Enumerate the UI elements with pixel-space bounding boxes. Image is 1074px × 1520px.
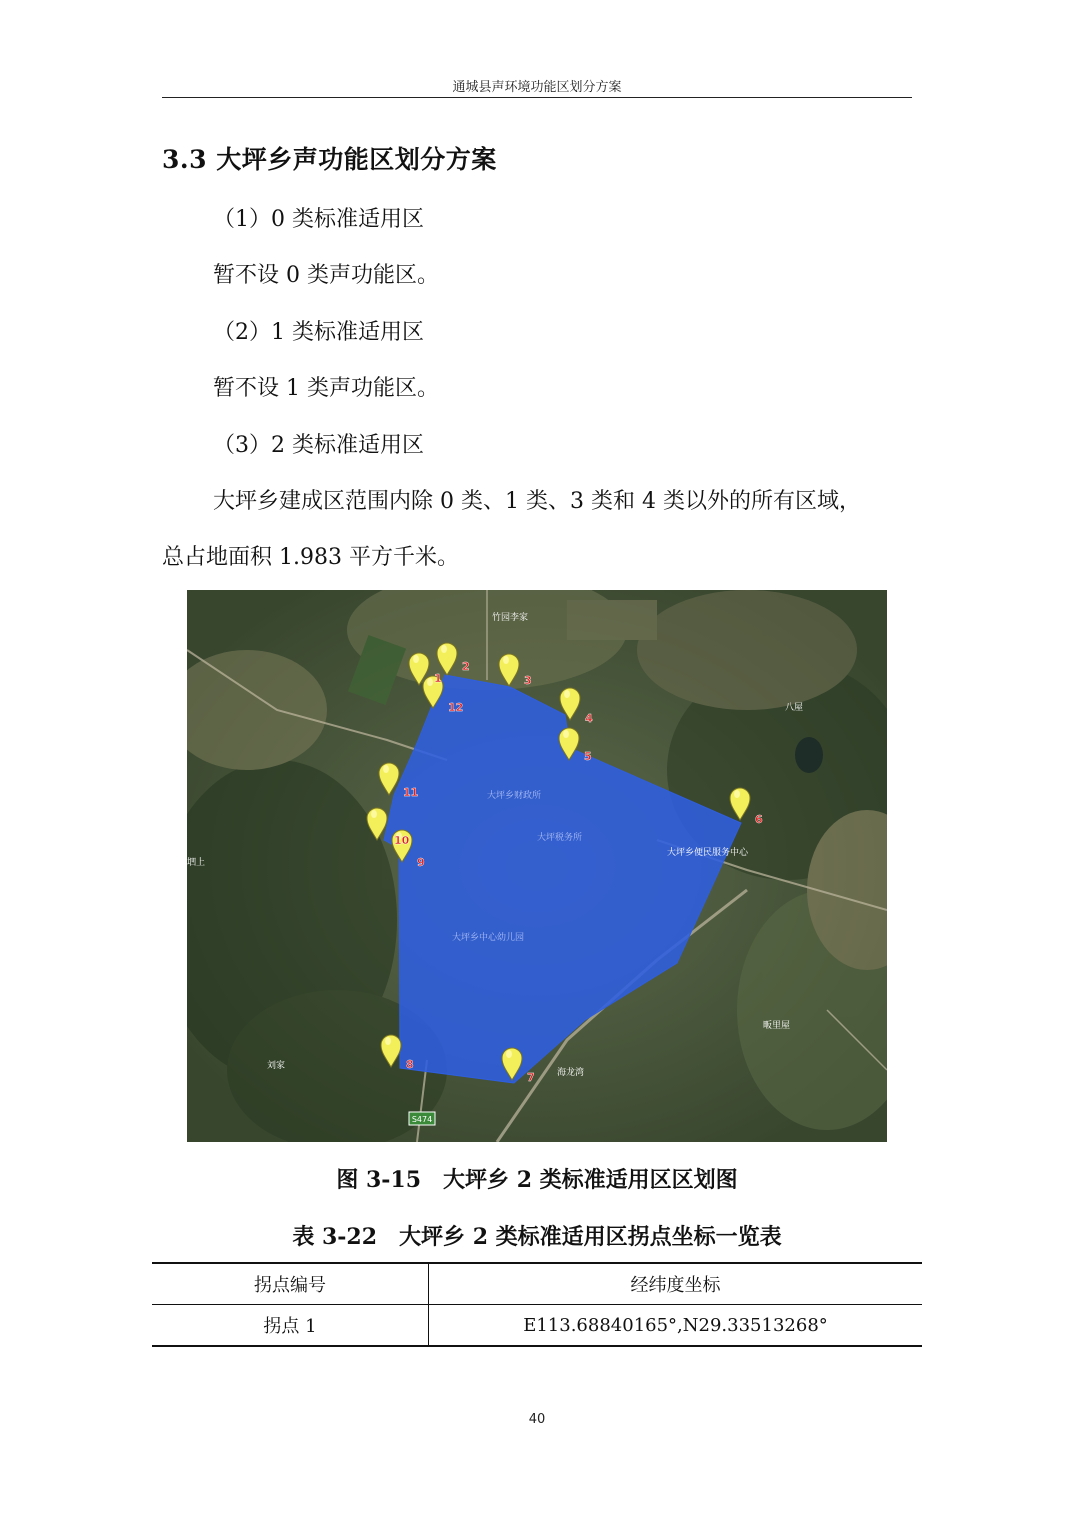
- paragraph-class2-body: 大坪乡建成区范围内除 0 类、1 类、3 类和 4 类以外的所有区域，: [213, 489, 861, 514]
- road-label-s474: S474: [411, 1115, 433, 1124]
- zoning-map: [187, 590, 887, 1142]
- place-label-zhuyuan: 竹园李家: [492, 613, 529, 623]
- place-label-bawu: 八屋: [785, 703, 804, 713]
- coordinates-table: [152, 1262, 922, 1347]
- table-header-coordinates: 经纬度坐标: [429, 1263, 923, 1305]
- place-label-youer: 大坪乡中心幼儿园: [452, 933, 525, 943]
- page-header: 通城县声环境功能区划分方案: [452, 80, 622, 95]
- pond: [795, 737, 823, 773]
- figure-caption: 图 3-15 大坪乡 2 类标准适用区区划图: [336, 1167, 738, 1193]
- paragraph-class1-note: 暂不设 1 类声功能区。: [213, 376, 439, 401]
- marker-label-5: 5: [584, 750, 592, 763]
- marker-label-2: 2: [462, 660, 470, 673]
- paragraph-class1-heading: （2）1 类标准适用区: [213, 320, 424, 345]
- table-header-point: 拐点编号: [152, 1263, 429, 1305]
- page-number: 40: [528, 1412, 546, 1427]
- satellite-map-svg: [187, 590, 887, 1142]
- place-label-shang: 垇上: [187, 858, 206, 868]
- table-row: [152, 1305, 922, 1347]
- place-label-fuwu: 大坪乡便民服务中心: [667, 848, 749, 858]
- paragraph-class2-heading: （3）2 类标准适用区: [213, 433, 424, 458]
- place-label-chouli: 畈里屋: [763, 1021, 791, 1031]
- marker-label-4: 4: [585, 712, 593, 725]
- marker-label-3: 3: [524, 674, 532, 687]
- table-caption: 表 3-22 大坪乡 2 类标准适用区拐点坐标一览表: [292, 1224, 782, 1250]
- paragraph-class0-heading: （1）0 类标准适用区: [213, 207, 424, 232]
- marker-label-6: 6: [755, 813, 763, 826]
- header-rule: [162, 97, 912, 98]
- road-sign-s474: [409, 1112, 435, 1125]
- paragraph-class2-area: 总占地面积 1.983 平方千米。: [162, 545, 459, 570]
- marker-label-8: 8: [406, 1058, 414, 1071]
- marker-label-10: 10: [394, 834, 410, 847]
- table-cell-coordinates: E113.68840165°,N29.33513268°: [429, 1305, 923, 1347]
- table-header-row: [152, 1263, 922, 1305]
- marker-label-12: 12: [448, 701, 464, 714]
- table-cell-point: 拐点 1: [152, 1305, 429, 1347]
- place-label-liujia: 刘家: [267, 1061, 286, 1071]
- place-label-dapingcaizheng: 大坪乡财政所: [487, 791, 542, 801]
- marker-label-9: 9: [417, 856, 425, 869]
- marker-label-7: 7: [527, 1071, 535, 1084]
- marker-label-1: 1: [434, 672, 442, 685]
- place-label-dapingshui: 大坪税务所: [537, 833, 583, 843]
- place-label-hailong: 海龙湾: [557, 1068, 585, 1078]
- marker-label-11: 11: [403, 786, 419, 799]
- section-title: 3.3 大坪乡声功能区划分方案: [162, 145, 497, 174]
- paragraph-class0-note: 暂不设 0 类声功能区。: [213, 263, 439, 288]
